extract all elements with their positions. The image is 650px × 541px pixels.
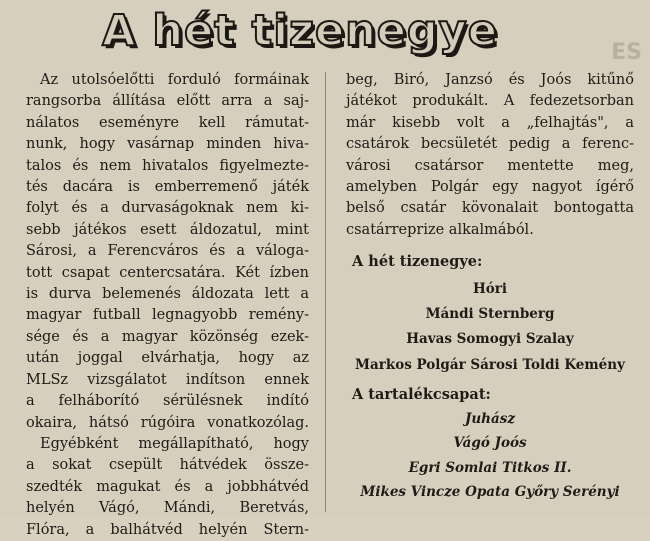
text-line: városi csatársor mentette meg, [346, 157, 634, 174]
text-line: Egyébként megállapítható, hogy [40, 435, 309, 452]
text-line: a felháborító sérülésnek indító [26, 393, 309, 410]
text-line: már kisebb volt a „felhajtás", a [346, 114, 634, 131]
lineup-row: Markos Polgár Sárosi Toldi Kemény [355, 356, 625, 373]
lineup-row: Havas Somogyi Szalay [406, 331, 574, 348]
lineup-row: Mándi Sternberg [425, 306, 555, 323]
text-line: sége és a magyar közönség ezek- [26, 328, 309, 345]
text-line: csatárok becsületét pedig a ferenc- [346, 136, 634, 153]
text-line: is durva belemenés áldozata lett a [26, 286, 309, 303]
lineup-title: A hét tizenegye: [352, 253, 483, 271]
reserve-row: Vágó Joós [453, 435, 527, 452]
text-line: a sokat csepült hátvédek össze- [26, 457, 309, 474]
text-line: MLSz vizsgálatot indítson ennek [26, 371, 309, 388]
left-column [26, 70, 309, 541]
text-line: játékot produkált. A fedezetsorban [346, 93, 634, 110]
text-line: talos és nem hivatalos figyelmezte- [26, 157, 309, 174]
headline: A hét tizenegye [102, 6, 498, 56]
text-line: belső csatár kövonalait bontogatta [346, 200, 634, 217]
lineup-row: Hóri [472, 280, 507, 297]
side-mark: ES [611, 40, 642, 65]
headline-area [0, 6, 650, 66]
text-line: magyar futball legnagyobb remény- [26, 307, 309, 324]
text-line: sebb játékos esett áldozatul, mint [26, 221, 309, 238]
text-line: tés dacára is emberremenő játék [26, 179, 309, 196]
text-line: csatárreprize alkalmából. [346, 221, 534, 238]
text-line: helyén Vágó, Mándi, Beretvás, [26, 500, 309, 517]
text-line: Az utolsóelőtti forduló formáinak [40, 72, 309, 88]
text-line: beg, Biró, Janzsó és Joós kitűnő [346, 72, 634, 88]
text-line: rangsorba állítása előtt arra a saj- [26, 93, 309, 110]
text-line: okaira, hátsó rúgóira vonatkozólag. [26, 414, 309, 431]
reserve-title: A tartalékcsapat: [352, 386, 491, 404]
text-line: Flóra, a balhátvéd helyén Stern- [26, 521, 309, 538]
text-line: után joggal elvárhatja, hogy az [26, 350, 309, 367]
text-line: nunk, hogy vasárnap minden hiva- [26, 136, 309, 153]
text-line: amelyben Polgár egy nagyot ígérő [346, 179, 634, 196]
text-line: szedték magukat és a jobbhátvéd [26, 478, 309, 495]
column-divider [325, 72, 326, 512]
text-line: nálatos eseményre kell rámutat- [26, 114, 309, 131]
reserve-row: Egri Somlai Titkos II. [408, 459, 572, 476]
reserve-row: Juhász [464, 410, 516, 427]
right-column [346, 70, 634, 503]
text-line: tott csapat centercsatára. Két ízben [26, 264, 309, 281]
text-line: Sárosi, a Ferencváros és a váloga- [26, 243, 309, 260]
text-line: folyt és a durvaságoknak nem ki- [26, 200, 309, 217]
reserve-row: Mikes Vincze Opata Győry Serényi [360, 483, 620, 500]
